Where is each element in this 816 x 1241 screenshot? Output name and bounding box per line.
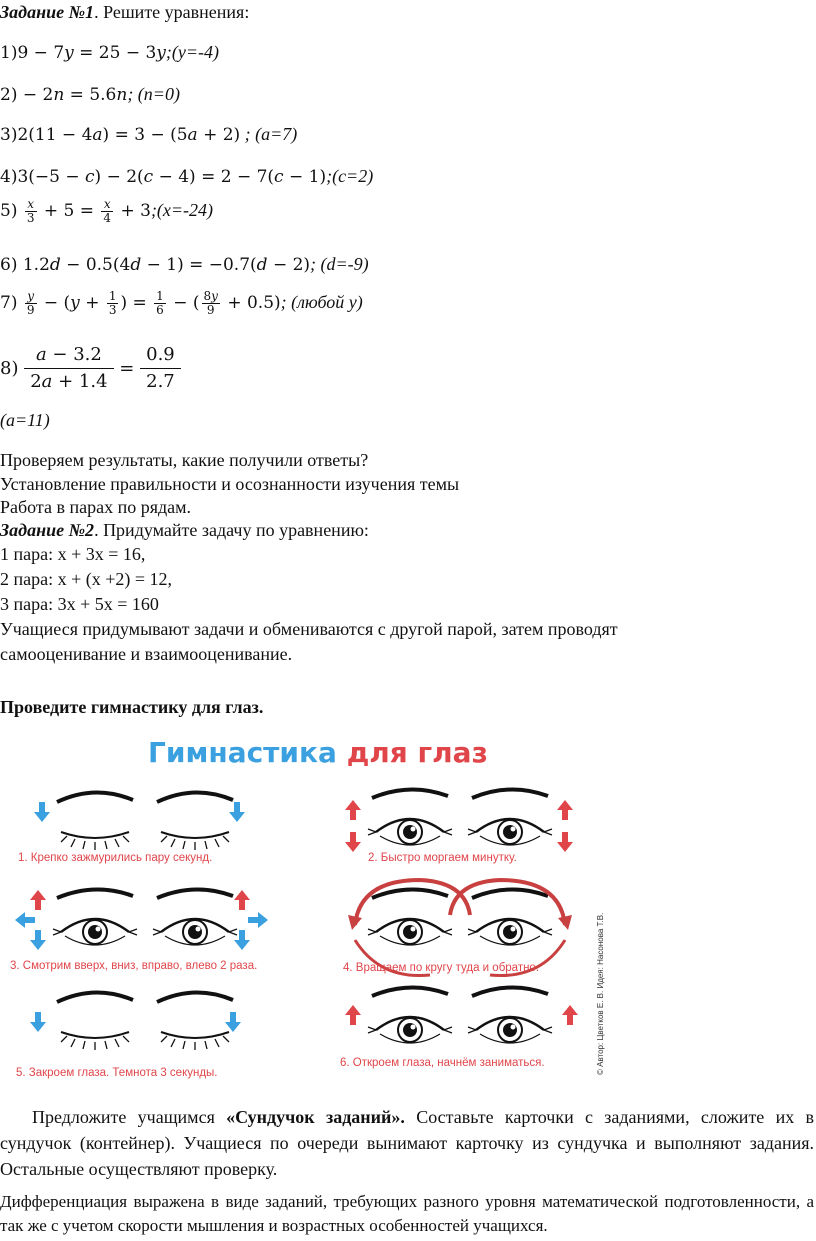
rotate-arrowhead-icon bbox=[558, 915, 572, 930]
equation-6 bbox=[0, 254, 369, 275]
gymnastics-heading: Проведите гимнастику для глаз. bbox=[0, 697, 264, 717]
eye-gymnastics-poster bbox=[0, 730, 620, 1085]
open-eye-icon bbox=[368, 789, 452, 845]
step-2-caption: 2. Быстро моргаем минутку. bbox=[368, 852, 517, 864]
arrow-up-icon bbox=[562, 1005, 578, 1025]
fraction-1-over-6 bbox=[154, 290, 166, 317]
open-eye-icon bbox=[53, 889, 137, 945]
equation-number: 8) bbox=[0, 358, 19, 379]
closed-eye-icon bbox=[57, 792, 133, 850]
equation-number: 7) bbox=[0, 293, 23, 313]
closed-eye-icon bbox=[157, 992, 233, 1050]
equation-answer: ; (любой y) bbox=[280, 292, 363, 312]
equation-expression: − 2𝑛 = 5.6𝑛 bbox=[17, 85, 128, 105]
check-line-2: Установление правильности и осознанности изучения темы bbox=[0, 474, 460, 494]
fraction-8y-over-9 bbox=[202, 290, 220, 317]
equation-4 bbox=[0, 166, 373, 187]
task2-pair-3: 3 пара: 3х + 5х = 160 bbox=[0, 594, 159, 614]
differentiation-paragraph: Дифференциация выражена в виде заданий, требующих разного уровня математической подготовленности, а так же с учетом скорости мышления и возрастных особенностей учащихся. bbox=[0, 1192, 814, 1235]
equation-number: 3) bbox=[0, 125, 18, 145]
equation-expression: + 0.5) bbox=[221, 293, 281, 313]
fraction-numerator: 𝑦 bbox=[25, 290, 37, 304]
chest-paragraph-start: Предложите учащимся bbox=[32, 1107, 227, 1127]
check-line-3: Работа в парах по рядам. bbox=[0, 497, 192, 517]
fraction-denominator: 2𝑎 + 1.4 bbox=[30, 371, 108, 392]
equation-8-answer: (a=11) bbox=[0, 410, 50, 430]
fraction-denominator: 4 bbox=[103, 211, 112, 225]
arrow-down-icon bbox=[30, 1012, 46, 1032]
arrow-down-icon bbox=[557, 832, 573, 852]
arrow-left-icon bbox=[15, 912, 35, 928]
task2-title: Задание №2 bbox=[0, 520, 95, 540]
fraction-denominator: 6 bbox=[156, 303, 164, 317]
arrow-up-icon bbox=[30, 890, 46, 910]
equation-answer: ; (d=-9) bbox=[310, 254, 369, 274]
check-line-1: Проверяем результаты, какие получили ответы? bbox=[0, 450, 369, 470]
arrow-down-icon bbox=[30, 930, 46, 950]
fraction-y-over-9 bbox=[25, 290, 37, 317]
task1-intro: . Решите уравнения: bbox=[94, 2, 250, 22]
rotate-arrowhead-icon bbox=[348, 915, 362, 930]
step-4-caption: 4. Вращаем по кругу туда и обратно. bbox=[343, 962, 540, 974]
arrow-down-icon bbox=[34, 802, 50, 822]
fraction-denominator: 2.7 bbox=[146, 371, 175, 392]
open-eye-icon bbox=[368, 889, 452, 945]
equation-answer: ;(y=-4) bbox=[165, 42, 220, 62]
step-5-caption: 5. Закроем глаза. Темнота 3 секунды. bbox=[16, 1067, 218, 1079]
task2-note-line-2: самооценивание и взаимооценивание. bbox=[0, 644, 293, 664]
fraction-numerator: 0.9 bbox=[140, 342, 181, 369]
poster-title-blue: Гимнастика bbox=[148, 736, 337, 769]
task1-title: Задание №1 bbox=[0, 2, 95, 22]
chest-method-name: «Сундучок заданий». bbox=[226, 1107, 405, 1127]
equation-expression: 2(11 − 4𝑎) = 3 − (5𝑎 + 2) bbox=[17, 125, 241, 145]
equation-5 bbox=[0, 198, 213, 225]
fraction-1-over-3 bbox=[107, 290, 119, 317]
step-1-caption: 1. Крепко зажмурились пару секунд. bbox=[18, 852, 213, 864]
chest-paragraph-rest: Составьте карточки с заданиями, сложите их в сундучок (контейнер). Учащиеся по очереди вынимают карточку из сундучка и выполняют задания. Остальные осуществляют проверку. bbox=[0, 1107, 814, 1179]
equation-3 bbox=[0, 124, 297, 145]
arrow-down-icon bbox=[345, 832, 361, 852]
equation-expression: − ( bbox=[167, 293, 200, 313]
equation-number: 6) bbox=[0, 255, 23, 275]
equation-answer: ;(c=2) bbox=[326, 166, 374, 186]
task1-heading bbox=[0, 2, 249, 23]
open-eye-icon bbox=[368, 987, 452, 1043]
equation-answer: ;(x=-24) bbox=[150, 200, 214, 220]
fraction-denominator: 9 bbox=[26, 303, 35, 317]
fraction-x-over-4 bbox=[101, 198, 113, 225]
closed-eye-icon bbox=[157, 792, 233, 850]
task2-intro: . Придумайте задачу по уравнению: bbox=[94, 520, 369, 540]
arrow-down-icon bbox=[229, 802, 245, 822]
arrow-up-icon bbox=[557, 800, 573, 820]
equation-expression: 9 − 7𝑦 = 25 − 3𝑦 bbox=[17, 43, 166, 63]
fraction-numerator: 8𝑦 bbox=[203, 289, 218, 303]
chest-paragraph bbox=[0, 1104, 814, 1182]
task2-note-line-1: Учащиеся придумывают задачи и обмениваются с другой парой, затем проводят bbox=[0, 619, 618, 639]
step-3-caption: 3. Смотрим вверх, вниз, вправо, влево 2 раза. bbox=[10, 960, 258, 972]
equation-expression: ) = bbox=[120, 293, 153, 313]
task2-pair-1: 1 пара: х + 3х = 16, bbox=[0, 544, 146, 564]
equation-expression: + 5 = bbox=[38, 201, 100, 221]
equation-expression: 1.2𝑑 − 0.5(4𝑑 − 1) = −0.7(𝑑 − 2) bbox=[22, 255, 311, 275]
equation-expression: − (𝑦 + bbox=[38, 293, 105, 313]
fraction-numerator: 1 bbox=[108, 289, 117, 303]
fraction-denominator: 3 bbox=[26, 211, 35, 225]
fraction-x-over-3 bbox=[25, 198, 37, 225]
arrow-down-icon bbox=[225, 1012, 241, 1032]
open-eye-icon bbox=[468, 789, 552, 845]
equation-answer: ; (n=0) bbox=[127, 84, 180, 104]
equation-expression: + 3 bbox=[115, 201, 151, 221]
eye-illustrations bbox=[0, 730, 620, 1085]
fraction-numerator: 1 bbox=[156, 289, 164, 303]
arrow-down-icon bbox=[234, 930, 250, 950]
equation-number: 1) bbox=[0, 43, 18, 63]
equals-sign: = bbox=[119, 358, 135, 379]
poster-credit: © Автор: Цветков Е. В. Идея: Насонова Т.В. bbox=[596, 912, 605, 1075]
task2-pair-2: 2 пара: х + (х +2) = 12, bbox=[0, 569, 173, 589]
poster-title-red: для глаз bbox=[346, 736, 488, 769]
equation-8 bbox=[0, 342, 181, 395]
equation-number: 4) bbox=[0, 167, 18, 187]
equation-7 bbox=[0, 290, 363, 317]
fraction-denominator: 9 bbox=[206, 303, 215, 317]
arrow-up-icon bbox=[234, 890, 250, 910]
fraction-numerator: 𝑎 − 3.2 bbox=[24, 342, 113, 369]
open-eye-icon bbox=[468, 889, 552, 945]
step-6-caption: 6. Откроем глаза, начнём заниматься. bbox=[340, 1057, 545, 1069]
fraction-denominator: 3 bbox=[108, 303, 117, 317]
fraction-right bbox=[140, 342, 181, 395]
task2-heading bbox=[0, 520, 369, 541]
fraction-numerator: 𝑥 bbox=[25, 198, 37, 212]
equation-expression: 3(−5 − 𝑐) − 2(𝑐 − 4) = 2 − 7(𝑐 − 1) bbox=[17, 167, 327, 187]
fraction-left bbox=[24, 342, 113, 395]
closed-eye-icon bbox=[57, 992, 133, 1050]
open-eye-icon bbox=[468, 987, 552, 1043]
equation-number: 2) bbox=[0, 85, 18, 105]
equation-number: 5) bbox=[0, 201, 23, 221]
arrow-up-icon bbox=[345, 800, 361, 820]
fraction-numerator: 𝑥 bbox=[101, 198, 113, 212]
equation-1 bbox=[0, 42, 219, 63]
arrow-up-icon bbox=[345, 1005, 361, 1025]
arrow-right-icon bbox=[248, 912, 268, 928]
equation-answer: ; (a=7) bbox=[240, 124, 298, 144]
open-eye-icon bbox=[153, 889, 237, 945]
equation-2 bbox=[0, 84, 180, 105]
